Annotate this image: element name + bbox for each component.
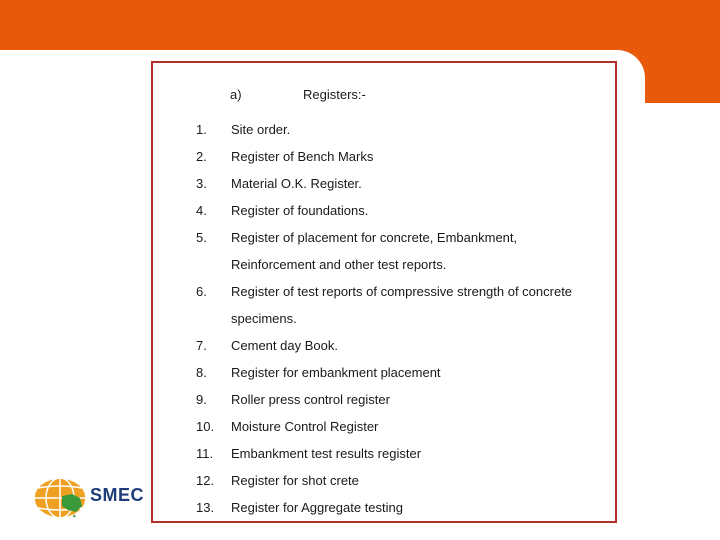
- item-number: 10.: [196, 419, 215, 434]
- item-number: 7.: [196, 338, 207, 353]
- item-text: Register of Bench Marks: [231, 149, 374, 164]
- item-text: Embankment test results register: [231, 446, 422, 461]
- item-text: Site order.: [231, 122, 291, 137]
- list-item: [0, 419, 720, 437]
- item-text: Register for embankment placement: [231, 365, 441, 380]
- item-text: Register of placement for concrete, Embankment,: [231, 230, 518, 245]
- heading: Registers:-: [303, 87, 366, 102]
- list-item: [0, 176, 720, 194]
- item-number: 3.: [196, 176, 207, 191]
- item-text: Material O.K. Register.: [231, 176, 362, 191]
- heading-prefix: a): [230, 87, 242, 102]
- list-item: [0, 230, 720, 248]
- item-text: Roller press control register: [231, 392, 390, 407]
- list-item: [0, 338, 720, 356]
- item-text: Register for shot crete: [231, 473, 359, 488]
- item-number: 9.: [196, 392, 207, 407]
- item-number: 11.: [196, 446, 214, 461]
- list-item: [0, 284, 720, 302]
- item-number: 2.: [196, 149, 207, 164]
- item-text: Register for Aggregate testing: [231, 500, 403, 515]
- item-text: Register of foundations.: [231, 203, 369, 218]
- item-text: Moisture Control Register: [231, 419, 379, 434]
- item-number: 12.: [196, 473, 215, 488]
- item-number: 8.: [196, 365, 207, 380]
- item-number: 1.: [196, 122, 207, 137]
- item-number: 4.: [196, 203, 207, 218]
- list-item: [0, 149, 720, 167]
- list-item: [0, 122, 720, 140]
- logo-text: SMEC: [90, 485, 145, 505]
- list-item: [0, 392, 720, 410]
- item-continuation: Reinforcement and other test reports.: [231, 257, 447, 272]
- item-text: Cement day Book.: [231, 338, 338, 353]
- item-continuation: specimens.: [231, 311, 297, 326]
- list-item: [0, 365, 720, 383]
- item-number: 6.: [196, 284, 207, 299]
- list-item: [0, 203, 720, 221]
- list-item: [0, 446, 720, 464]
- item-number: 5.: [196, 230, 207, 245]
- item-number: 13.: [196, 500, 215, 515]
- item-text: Register of test reports of compressive strength of concrete: [231, 284, 573, 299]
